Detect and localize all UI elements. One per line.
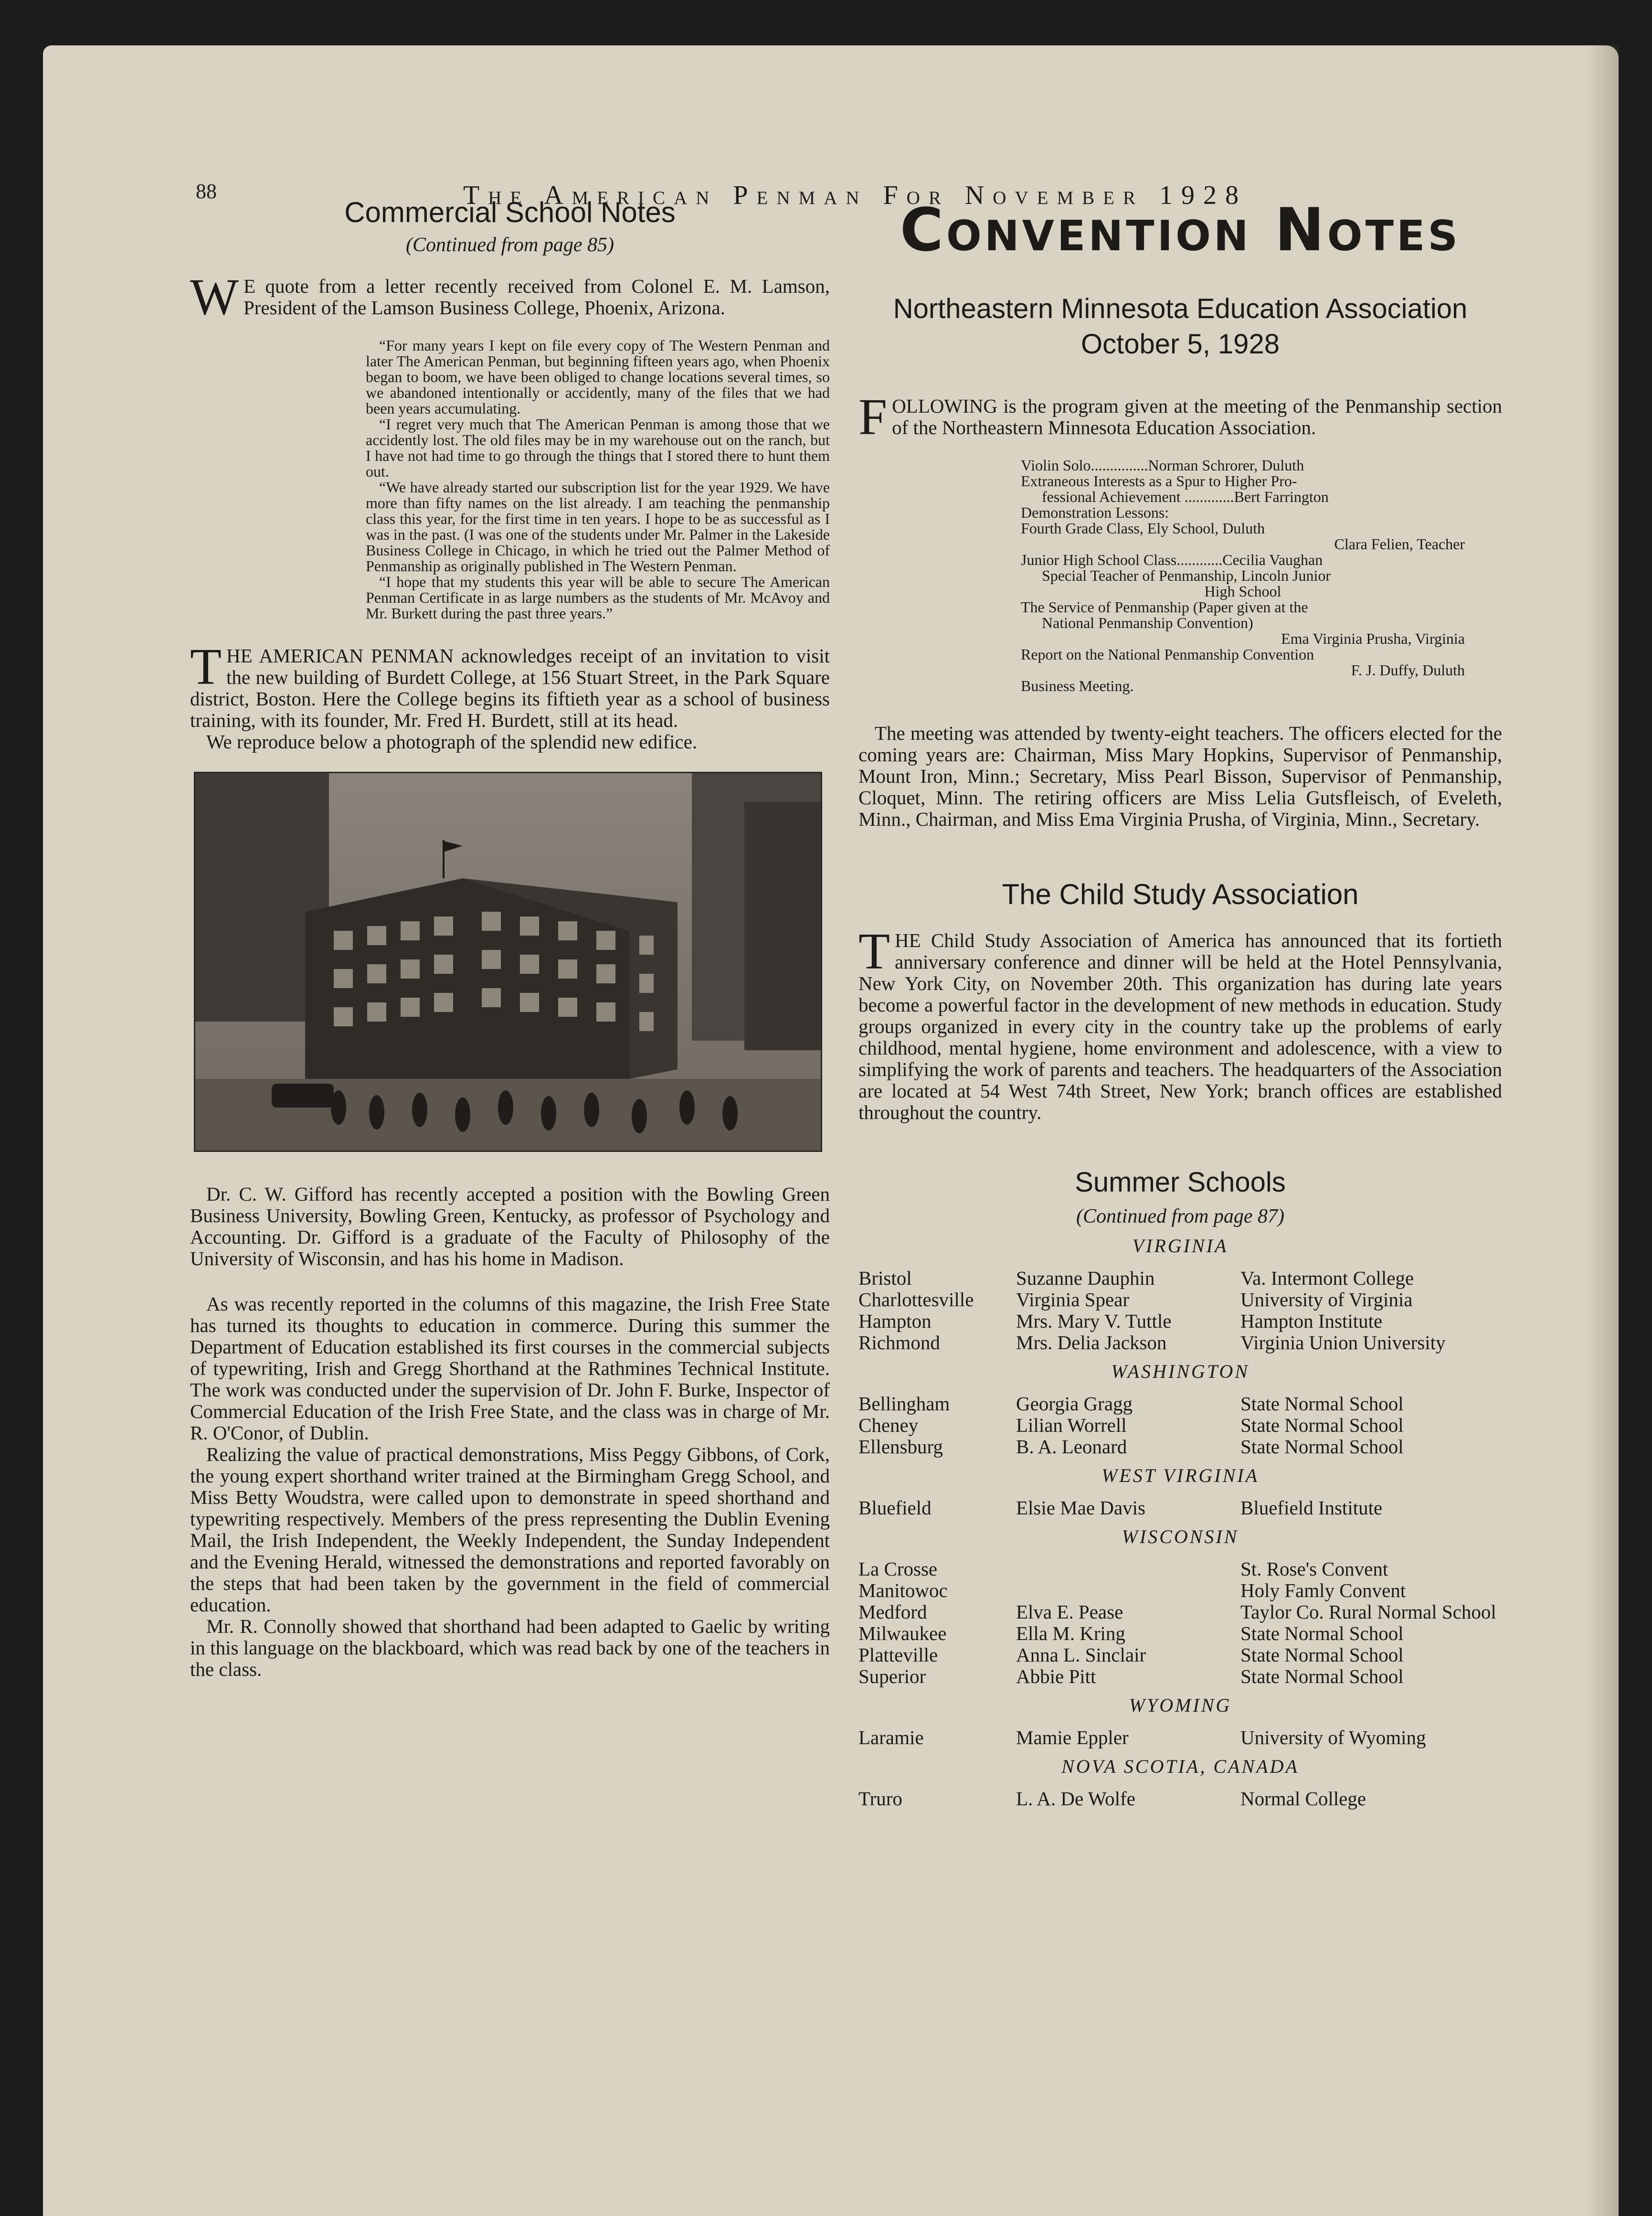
irish-paragraph-1: As was recently reported in the columns of this magazine, the Irish Free State has turned its thoughts to education in commerce. During this summer the Department of Education established its first courses in the commercial subjects of typewriting, Irish and Gregg Shorthand at the Rathmines Technical Institute. The work was conducted under the supervision of Dr. John F. Burke, Inspector of Commercial Education of the Irish Free State, and the class was in charge of Mr. R. O'Conor, of Dublin.: [190, 1293, 830, 1444]
teacher: Georgia Gragg: [1016, 1393, 1133, 1415]
school: Hampton Institute: [1240, 1310, 1383, 1332]
program-line: The Service of Penmanship (Paper given at the: [1021, 598, 1308, 616]
teacher: [1016, 1558, 1240, 1580]
list-item: [858, 1558, 1502, 1580]
teacher: Ella M. Kring: [1016, 1622, 1125, 1644]
irish-paragraph-2: Realizing the value of practical demonstrations, Miss Peggy Gibbons, of Cork, the young expert shorthand writer trained at the Birmingham Gregg School, and Miss Betty Woudstra, were called upon to demonstrate in speed shorthand and typewriting respectively. Members of the press representing the Dublin Evening Mail, the Irish Independent, the Weekly Independent, the Sunday Independent and the Evening Herald, witnessed the demonstrations and reported favorably on the steps that had been taken by the government in the field of commercial education.: [190, 1443, 830, 1616]
child-study-title: The Child Study Association: [1002, 878, 1359, 910]
program-line: National Penmanship Convention): [1042, 614, 1253, 631]
list-item: [858, 1268, 1502, 1289]
teacher: Mrs. Delia Jackson: [1016, 1332, 1167, 1353]
letter-paragraph: “I regret very much that The American Penman is among those that we accidently lost. The old files may be in my warehouse out on the ranch, but I have not had time to go through the things that I stored there to hunt them out.: [366, 416, 830, 480]
state-heading: NOVA SCOTIA, CANADA: [1061, 1756, 1299, 1777]
state-heading: WISCONSIN: [1122, 1526, 1239, 1547]
running-header: The American Penman For November 1928: [463, 181, 1247, 210]
city: Ellensburg: [858, 1436, 943, 1458]
school: University of Wyoming: [1240, 1726, 1426, 1748]
list-item: [858, 1393, 1502, 1415]
teacher: Elva E. Pease: [1016, 1601, 1123, 1623]
teacher: B. A. Leonard: [1016, 1436, 1127, 1458]
teacher: [1016, 1580, 1240, 1601]
summer-schools-title: Summer Schools: [1075, 1167, 1286, 1198]
school: St. Rose's Convent: [1240, 1558, 1388, 1580]
program-line: Fourth Grade Class, Ely School, Duluth: [1021, 520, 1265, 537]
city: Truro: [858, 1788, 902, 1810]
reproduce-paragraph: We reproduce below a photograph of the splendid new edifice.: [206, 731, 698, 753]
association-date: October 5, 1928: [1081, 329, 1280, 360]
school: Taylor Co. Rural Normal School: [1240, 1601, 1496, 1623]
association-name: Northeastern Minnesota Education Association: [893, 293, 1468, 324]
city: La Crosse: [858, 1558, 938, 1580]
following-paragraph: FOLLOWING is the program given at the meeting of the Penmanship section of the Northeastern Minnesota Education Association.: [858, 389, 1502, 446]
commercial-notes-title: Commercial School Notes: [344, 196, 676, 228]
city: Cheney: [858, 1414, 919, 1436]
school: State Normal School: [1240, 1665, 1404, 1687]
list-item: [858, 1666, 1502, 1687]
city: Richmond: [858, 1332, 940, 1353]
program-line: Extraneous Interests as a Spur to Higher Pro-: [1021, 472, 1297, 490]
program-line: High School: [1204, 583, 1281, 600]
teacher: Mrs. Mary V. Tuttle: [1016, 1310, 1172, 1332]
school: Normal College: [1240, 1788, 1366, 1810]
letter-paragraph: “I hope that my students this year will be able to secure The American Penman Certificate in as large numbers as the students of Mr. McAvoy and Mr. Burkett during the past three years.”: [366, 573, 830, 622]
page-number: 88: [196, 180, 217, 203]
state-heading: WYOMING: [1129, 1694, 1232, 1716]
list-item: [858, 1415, 1502, 1436]
association-heading: [858, 291, 1502, 362]
teacher: Mamie Eppler: [1016, 1726, 1129, 1748]
teacher: Virginia Spear: [1016, 1289, 1130, 1310]
state-heading: WEST VIRGINIA: [1101, 1465, 1260, 1486]
city: Platteville: [858, 1644, 938, 1666]
lamson-intro: WE quote from a letter recently received from Colonel E. M. Lamson, President of the Lamson Business College, Phoenix, Arizona.: [190, 269, 830, 326]
teacher: Abbie Pitt: [1016, 1665, 1096, 1687]
teacher: Anna L. Sinclair: [1016, 1644, 1146, 1666]
teacher: Suzanne Dauphin: [1016, 1267, 1155, 1289]
lamson-letter: [366, 338, 830, 621]
burdett-college-photo: [194, 772, 822, 1152]
list-item: [858, 1289, 1502, 1310]
school: Virginia Union University: [1240, 1332, 1446, 1353]
school: State Normal School: [1240, 1436, 1404, 1458]
convention-notes-title: Convention Notes: [900, 196, 1461, 265]
teacher: L. A. De Wolfe: [1016, 1788, 1135, 1810]
city: Laramie: [858, 1726, 924, 1748]
program-line: Report on the National Penmanship Convention: [1021, 646, 1314, 663]
city: Bellingham: [858, 1393, 950, 1415]
school: State Normal School: [1240, 1644, 1404, 1666]
school: State Normal School: [1240, 1393, 1404, 1415]
teacher: Elsie Mae Davis: [1016, 1497, 1145, 1519]
program-list: [1021, 458, 1465, 694]
list-item: [858, 1497, 1502, 1519]
city: Hampton: [858, 1310, 932, 1332]
school: University of Virginia: [1240, 1289, 1413, 1310]
program-line: Special Teacher of Penmanship, Lincoln Junior: [1042, 567, 1331, 584]
summer-schools-list: [858, 1235, 1502, 1810]
state-heading: WASHINGTON: [1111, 1361, 1250, 1382]
right-column: [858, 196, 1502, 1810]
letter-paragraph: “For many years I kept on file every copy of The Western Penman and later The American Penman, but beginning fifteen years ago, when Phoenix began to boom, we have been obliged to change locations several times, so we abandoned intentionally or accidently, many of the files that we had been years accumulating.: [366, 337, 830, 417]
list-item: [858, 1310, 1502, 1332]
meeting-paragraph: The meeting was attended by twenty-eight teachers. The officers elected for the coming years are: Chairman, Miss Mary Hopkins, Supervisor of Penmanship, Mount Iron, Minn.; Secretary, Miss Pearl Bisson, Supervisor of Penmanship, Cloquet, Minn. The retiring officers are Miss Lelia Gutsfleisch, of Eveleth, Minn., Chairman, and Miss Ema Virginia Prusha, of Virginia, Minn., Secretary.: [858, 722, 1502, 830]
city: Charlottesville: [858, 1289, 974, 1310]
letter-paragraph: “We have already started our subscription list for the year 1929. We have more than fifty names on the list already. I am teaching the penmanship class this year, for the first time in ten years. I hope to be as successful as I was in the past. (I was one of the students under Mr. Palmer in the Lakeside Business College in Chicago, in which he tried out the Palmer Method of Penmanship as originally published in The Western Penman.: [366, 479, 830, 575]
city: Milwaukee: [858, 1622, 947, 1644]
state-heading: VIRGINIA: [1132, 1235, 1228, 1257]
list-item: [858, 1727, 1502, 1748]
burdett-paragraph: THE AMERICAN PENMAN acknowledges receipt of an invitation to visit the new building of Burdett College, at 156 Stuart Street, in the Park Square district, Boston. Here the College begins its fiftieth year as a school of business training, with its founder, Mr. Fred H. Burdett, still at its head.: [190, 639, 830, 731]
city: Medford: [858, 1601, 927, 1623]
list-item: [858, 1644, 1502, 1666]
program-line: Junior High School Class............Cecilia Vaughan: [1021, 551, 1323, 568]
list-item: [858, 1436, 1502, 1458]
program-line: Clara Felien, Teacher: [1334, 535, 1465, 553]
city: Bluefield: [858, 1497, 932, 1519]
list-item: [858, 1788, 1502, 1810]
program-line: fessional Achievement .............Bert Farrington: [1042, 488, 1329, 505]
school: Holy Famly Convent: [1240, 1579, 1406, 1601]
continued-note: (Continued from page 85): [406, 234, 614, 256]
teacher: Lilian Worrell: [1016, 1414, 1127, 1436]
school: Bluefield Institute: [1240, 1497, 1383, 1519]
city: Superior: [858, 1665, 926, 1687]
program-line: Demonstration Lessons:: [1021, 504, 1169, 521]
list-item: [858, 1332, 1502, 1353]
program-line: Violin Solo...............Norman Schrorer, Duluth: [1021, 457, 1304, 474]
city: Manitowoc: [858, 1579, 948, 1601]
school: Va. Intermont College: [1240, 1267, 1414, 1289]
program-line: Business Meeting.: [1021, 677, 1134, 694]
list-item: [858, 1623, 1502, 1644]
list-item: [858, 1580, 1502, 1601]
irish-paragraph-3: Mr. R. Connolly showed that shorthand had been adapted to Gaelic by writing in this language on the blackboard, which was read back by one of the teachers in the class.: [190, 1615, 830, 1680]
gifford-paragraph: Dr. C. W. Gifford has recently accepted a position with the Bowling Green Business University, Bowling Green, Kentucky, as professor of Psychology and Accounting. Dr. Gifford is a graduate of the Faculty of Philosophy of the University of Wisconsin, and has his home in Madison.: [190, 1183, 830, 1269]
program-line: Ema Virginia Prusha, Virginia: [1281, 630, 1465, 647]
city: Bristol: [858, 1267, 912, 1289]
list-item: [858, 1601, 1502, 1623]
summer-continued-note: (Continued from page 87): [1076, 1205, 1284, 1227]
left-column: [190, 196, 830, 1680]
child-study-paragraph: THE Child Study Association of America has announced that its fortieth anniversary conference and dinner will be held at the Hotel Pennsylvania, New York City, on November 20th. This organization has during late years become a powerful factor in the development of new methods in education. Study groups organized in every city in the country take up the problems of early childhood, mental hygiene, home environment and adolescence, with a view to simplifying the work of parents and teachers. The headquarters of the Association are located at 54 West 74th Street, New York; branch offices are established throughout the country.: [858, 923, 1502, 1123]
school: State Normal School: [1240, 1414, 1404, 1436]
program-line: F. J. Duffy, Duluth: [1351, 661, 1465, 679]
school: State Normal School: [1240, 1622, 1404, 1644]
